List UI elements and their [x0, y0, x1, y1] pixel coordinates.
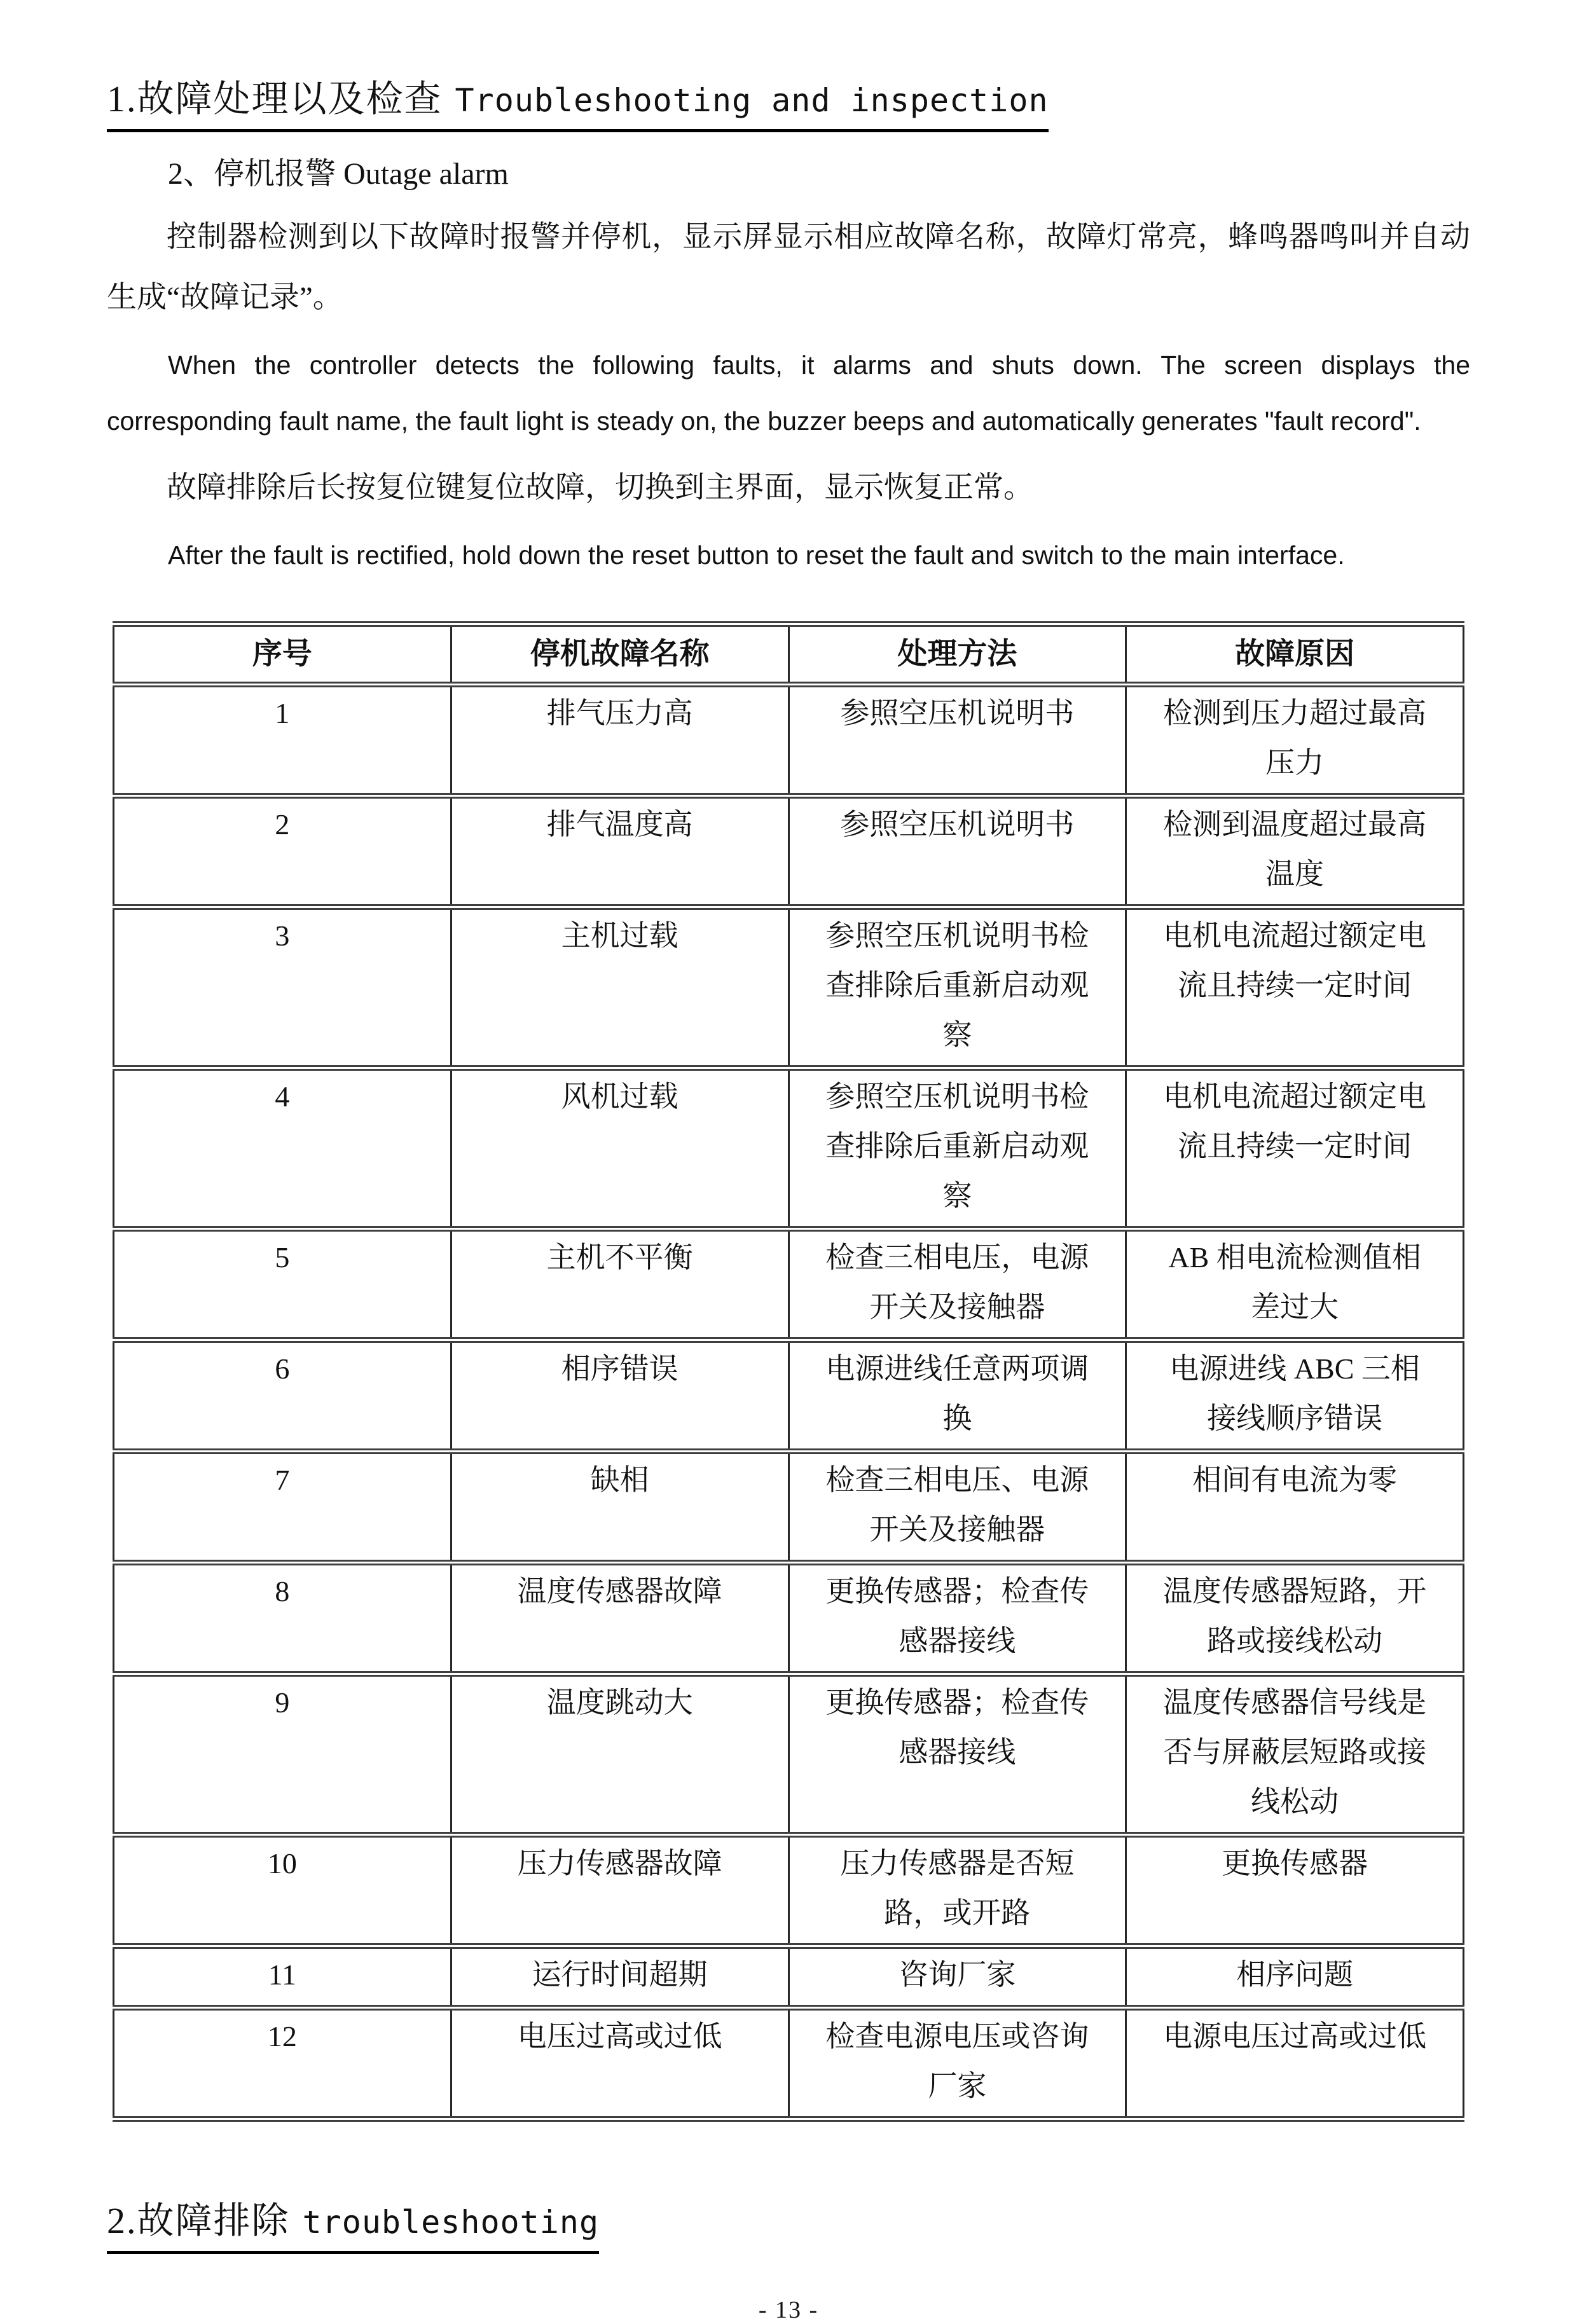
table-row: [114, 2008, 1464, 2119]
heading1-underlined-text: [107, 76, 1049, 132]
cell-seq: 9: [114, 1674, 451, 1835]
cell-cause: 温度传感器短路，开路或接线松动: [1126, 1563, 1464, 1674]
section-heading-troubleshooting: [107, 2198, 1470, 2254]
header-fault-name: 停机故障名称: [451, 624, 788, 685]
cell-seq: 1: [114, 685, 451, 796]
table-row: [114, 796, 1464, 907]
table-row: [114, 1340, 1464, 1452]
table-row: [114, 685, 1464, 796]
table-row: [114, 1563, 1464, 1674]
table-row: [114, 1068, 1464, 1229]
header-seq-number: 序号: [114, 624, 451, 685]
paragraph-1-chinese: 控制器检测到以下故障时报警并停机，显示屏显示相应故障名称，故障灯常亮，蜂鸣器鸣叫并自动生成“故障记录”。: [107, 221, 1470, 315]
table-row: [114, 907, 1464, 1068]
cell-handling: 参照空压机说明书: [788, 796, 1126, 907]
heading1-chinese: 1.故障处理以及检查: [107, 78, 443, 120]
cell-cause: 电机电流超过额定电流且持续一定时间: [1126, 907, 1464, 1068]
cell-cause: 检测到压力超过最高压力: [1126, 685, 1464, 796]
heading2-underlined-text: [107, 2198, 599, 2254]
heading2-english: troubleshooting: [302, 2204, 600, 2241]
cell-handling: 参照空压机说明书检查排除后重新启动观察: [788, 907, 1126, 1068]
cell-seq: 8: [114, 1563, 451, 1674]
page-number: - 13 -: [758, 2296, 819, 2323]
cell-handling: 参照空压机说明书检查排除后重新启动观察: [788, 1068, 1126, 1229]
cell-cause: 检测到温度超过最高温度: [1126, 796, 1464, 907]
cell-fault-name: 电压过高或过低: [451, 2008, 788, 2119]
cell-handling: 检查三相电压，电源开关及接触器: [788, 1229, 1126, 1340]
cell-cause: 电源电压过高或过低: [1126, 2008, 1464, 2119]
header-fault-cause: 故障原因: [1126, 624, 1464, 685]
paragraph-2-chinese: 故障排除后长按复位键复位故障，切换到主界面，显示恢复正常。: [167, 471, 1033, 505]
cell-cause: AB 相电流检测值相差过大: [1126, 1229, 1464, 1340]
table-row: [114, 1674, 1464, 1835]
table-row: [114, 1835, 1464, 1946]
cell-handling: 电源进线任意两项调换: [788, 1340, 1126, 1452]
fault-table: [113, 621, 1464, 2122]
subheading-outage-alarm: 2、停机报警 Outage alarm: [168, 156, 509, 191]
cell-handling: 更换传感器；检查传感器接线: [788, 1674, 1126, 1835]
cell-cause: 相序问题: [1126, 1946, 1464, 2008]
cell-seq: 7: [114, 1452, 451, 1563]
cell-seq: 4: [114, 1068, 451, 1229]
cell-cause: 相间有电流为零: [1126, 1452, 1464, 1563]
cell-handling: 检查电源电压或咨询厂家: [788, 2008, 1126, 2119]
cell-seq: 10: [114, 1835, 451, 1946]
cell-cause: 电源进线 ABC 三相接线顺序错误: [1126, 1340, 1464, 1452]
header-handling-method: 处理方法: [788, 624, 1126, 685]
cell-seq: 5: [114, 1229, 451, 1340]
cell-handling: 参照空压机说明书: [788, 685, 1126, 796]
cell-fault-name: 运行时间超期: [451, 1946, 788, 2008]
cell-seq: 11: [114, 1946, 451, 2008]
table-row: [114, 1229, 1464, 1340]
cell-seq: 2: [114, 796, 451, 907]
cell-handling: 压力传感器是否短路，或开路: [788, 1835, 1126, 1946]
cell-fault-name: 排气压力高: [451, 685, 788, 796]
cell-handling: 检查三相电压、电源开关及接触器: [788, 1452, 1126, 1563]
table-header-row: [114, 624, 1464, 685]
cell-fault-name: 风机过载: [451, 1068, 788, 1229]
cell-cause: 更换传感器: [1126, 1835, 1464, 1946]
heading1-english: Troubleshooting and inspection: [455, 82, 1049, 119]
heading2-chinese: 2.故障排除: [107, 2200, 290, 2242]
cell-seq: 6: [114, 1340, 451, 1452]
section-heading-troubleshooting-inspection: [107, 76, 1470, 132]
table-row: [114, 1946, 1464, 2008]
paragraph-1-english: When the controller detects the following faults, it alarms and shuts down. The screen displays the corresponding fault name, the fault light is steady on, the buzzer beeps and automatically generates "fault record".: [107, 350, 1470, 436]
table-row: [114, 1452, 1464, 1563]
cell-seq: 12: [114, 2008, 451, 2119]
cell-fault-name: 温度跳动大: [451, 1674, 788, 1835]
cell-fault-name: 主机不平衡: [451, 1229, 788, 1340]
cell-fault-name: 相序错误: [451, 1340, 788, 1452]
cell-cause: 温度传感器信号线是否与屏蔽层短路或接线松动: [1126, 1674, 1464, 1835]
cell-seq: 3: [114, 907, 451, 1068]
paragraph-2-english: After the fault is rectified, hold down the reset button to reset the fault and switch to the main interface.: [168, 540, 1345, 570]
cell-fault-name: 压力传感器故障: [451, 1835, 788, 1946]
cell-fault-name: 排气温度高: [451, 796, 788, 907]
cell-fault-name: 缺相: [451, 1452, 788, 1563]
cell-cause: 电机电流超过额定电流且持续一定时间: [1126, 1068, 1464, 1229]
cell-handling: 咨询厂家: [788, 1946, 1126, 2008]
cell-fault-name: 温度传感器故障: [451, 1563, 788, 1674]
cell-handling: 更换传感器；检查传感器接线: [788, 1563, 1126, 1674]
cell-fault-name: 主机过载: [451, 907, 788, 1068]
